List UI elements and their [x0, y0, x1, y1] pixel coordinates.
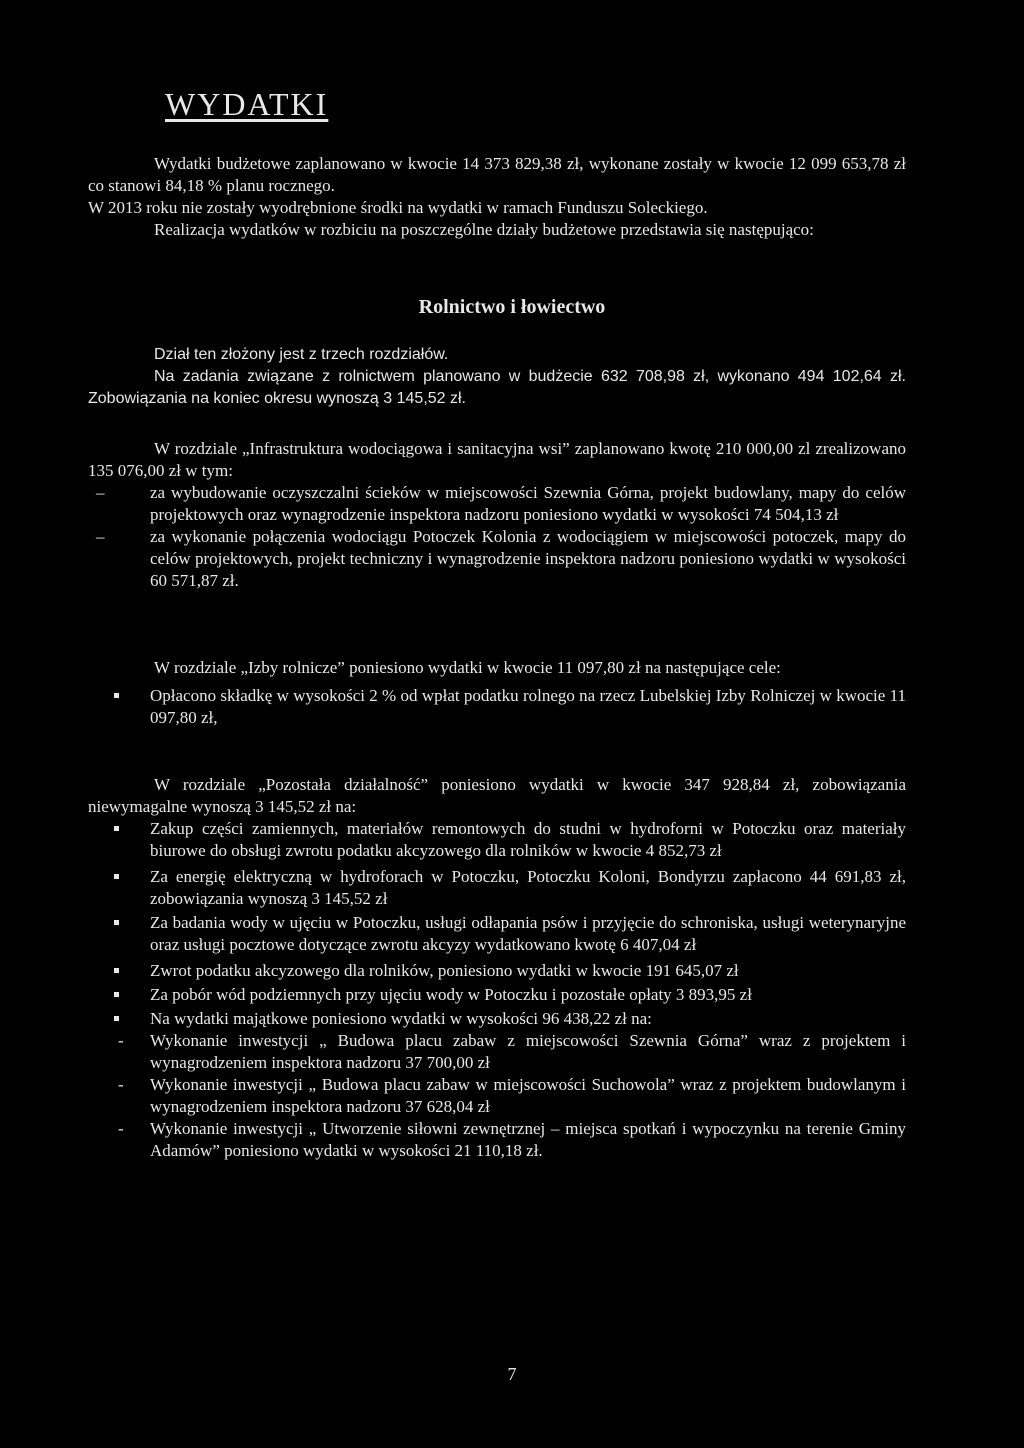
section-heading: Rolnictwo i łowiectwo	[418, 296, 606, 318]
list-item	[88, 960, 906, 982]
list-item	[88, 818, 906, 862]
dash-marker: -	[118, 1031, 124, 1050]
list-item-text: Na wydatki majątkowe poniesiono wydatki w wysokości 96 438,22 zł na:	[150, 1009, 652, 1028]
list-item-text: za wykonanie połączenia wodociągu Potoczek Kolonia z wodociągiem w miejscowości potoczek, mapy do celów projektowych, projekt techniczny i wynagrodzenie inspektora nadzoru poniesiono wydatki w wysokości 60 571,87 zł.	[150, 527, 906, 590]
list-item	[88, 866, 906, 910]
intro-paragraph-3: Realizacja wydatków w rozbiciu na poszczególne działy budżetowe przedstawia się następująco:	[154, 220, 814, 239]
izby-section	[88, 657, 906, 729]
infrastruktura-intro: W rozdziale „Infrastruktura wodociągowa i sanitacyjna wsi” zaplanowano kwotę 210 000,00 zl zrealizowano 135 076,00 zł w tym:	[88, 439, 906, 480]
sub-list-item-text: Wykonanie inwestycji „ Utworzenie siłowni zewnętrznej – miejsca spotkań i wypoczynku na terenie Gminy Adamów” poniesiono wydatki w wysokości 21 110,18 zł.	[150, 1119, 906, 1160]
sub-list-item	[88, 1074, 906, 1118]
page-number: 7	[507, 1364, 517, 1384]
list-item	[88, 482, 906, 526]
list-item-text: Zwrot podatku akcyzowego dla rolników, poniesiono wydatki w kwocie 191 645,07 zł	[150, 961, 739, 980]
section-paragraph-2: Na zadania związane z rolnictwem planowano w budżecie 632 708,98 zł, wykonano 494 102,64 zł. Zobowiązania na koniec okresu wynoszą 3 145,52 zł.	[88, 368, 906, 407]
list-item-text: Za pobór wód podziemnych przy ujęciu wody w Potoczku i pozostałe opłaty 3 893,95 zł	[150, 985, 752, 1004]
dash-marker: –	[96, 527, 105, 546]
bullet-icon	[114, 992, 119, 997]
sub-list-item-text: Wykonanie inwestycji „ Budowa placu zabaw z miejscowości Szewnia Górna” wraz z projektem i wynagrodzeniem inspektora nadzoru 37 700,00 zł	[150, 1031, 906, 1072]
list-item-text: za wybudowanie oczyszczalni ścieków w miejscowości Szewnia Górna, projekt budowlany, mapy do celów projektowych oraz wynagrodzenie inspektora nadzoru poniesiono wydatki w wysokości 74 504,13 zł	[150, 483, 906, 524]
bullet-icon	[114, 874, 119, 879]
dash-marker: -	[118, 1075, 124, 1094]
dash-marker: -	[118, 1119, 124, 1138]
bullet-icon	[114, 693, 119, 698]
pozostala-section	[88, 774, 906, 1162]
section-description	[88, 344, 906, 410]
sub-list-item	[88, 1030, 906, 1074]
bullet-icon	[114, 826, 119, 831]
section-paragraph-1: Dział ten złożony jest z trzech rozdziałów.	[154, 346, 449, 363]
intro-paragraph-1: Wydatki budżetowe zaplanowano w kwocie 14 373 829,38 zł, wykonane zostały w kwocie 12 099 653,78 zł co stanowi 84,18 % planu rocznego.	[88, 154, 906, 195]
list-item-text: Opłacono składkę w wysokości 2 % od wpłat podatku rolnego na rzecz Lubelskiej Izby Rolniczej w kwocie 11 097,80 zł,	[150, 686, 906, 727]
list-item-text: Za badania wody w ujęciu w Potoczku, usługi odłapania psów i przyjęcie do schroniska, usługi weterynaryjne oraz usługi pocztowe dotyczące zwrotu akcyzy wydatkowano kwotę 6 407,04 zł	[150, 913, 906, 954]
pozostala-intro: W rozdziale „Pozostała działalność” poniesiono wydatki w kwocie 347 928,84 zł, zobowiązania niewymagalne wynoszą 3 145,52 zł na:	[88, 775, 906, 816]
izby-intro: W rozdziale „Izby rolnicze” poniesiono wydatki w kwocie 11 097,80 zł na następujące cele:	[154, 658, 781, 677]
sub-list-item-text: Wykonanie inwestycji „ Budowa placu zabaw w miejscowości Suchowola” wraz z projektem budowlanym i wynagrodzeniem inspektora nadzoru 37 628,04 zł	[150, 1075, 906, 1116]
bullet-icon	[114, 1016, 119, 1021]
bullet-icon	[114, 968, 119, 973]
list-item	[88, 685, 906, 729]
list-item	[88, 912, 906, 956]
list-item	[88, 1008, 906, 1030]
bullet-icon	[114, 920, 119, 925]
list-item-text: Za energię elektryczną w hydroforach w Potoczku, Potoczku Koloni, Bondyrzu zapłacono 44 691,83 zł, zobowiązania wynoszą 3 145,52 zł	[150, 867, 906, 908]
intro-section	[88, 153, 906, 241]
list-item-text: Zakup części zamiennych, materiałów remontowych do studni w hydroforni w Potoczku oraz materiały biurowe do obsługi zwrotu podatku akcyzowego dla rolników w kwocie 4 852,73 zł	[150, 819, 906, 860]
list-item	[88, 984, 906, 1006]
infrastruktura-section	[88, 438, 906, 592]
list-item	[88, 526, 906, 592]
intro-paragraph-2: W 2013 roku nie zostały wyodrębnione środki na wydatki w ramach Funduszu Soleckiego.	[88, 198, 708, 217]
sub-list-item	[88, 1118, 906, 1162]
dash-marker: –	[96, 483, 105, 502]
page-title: WYDATKI	[165, 86, 329, 122]
